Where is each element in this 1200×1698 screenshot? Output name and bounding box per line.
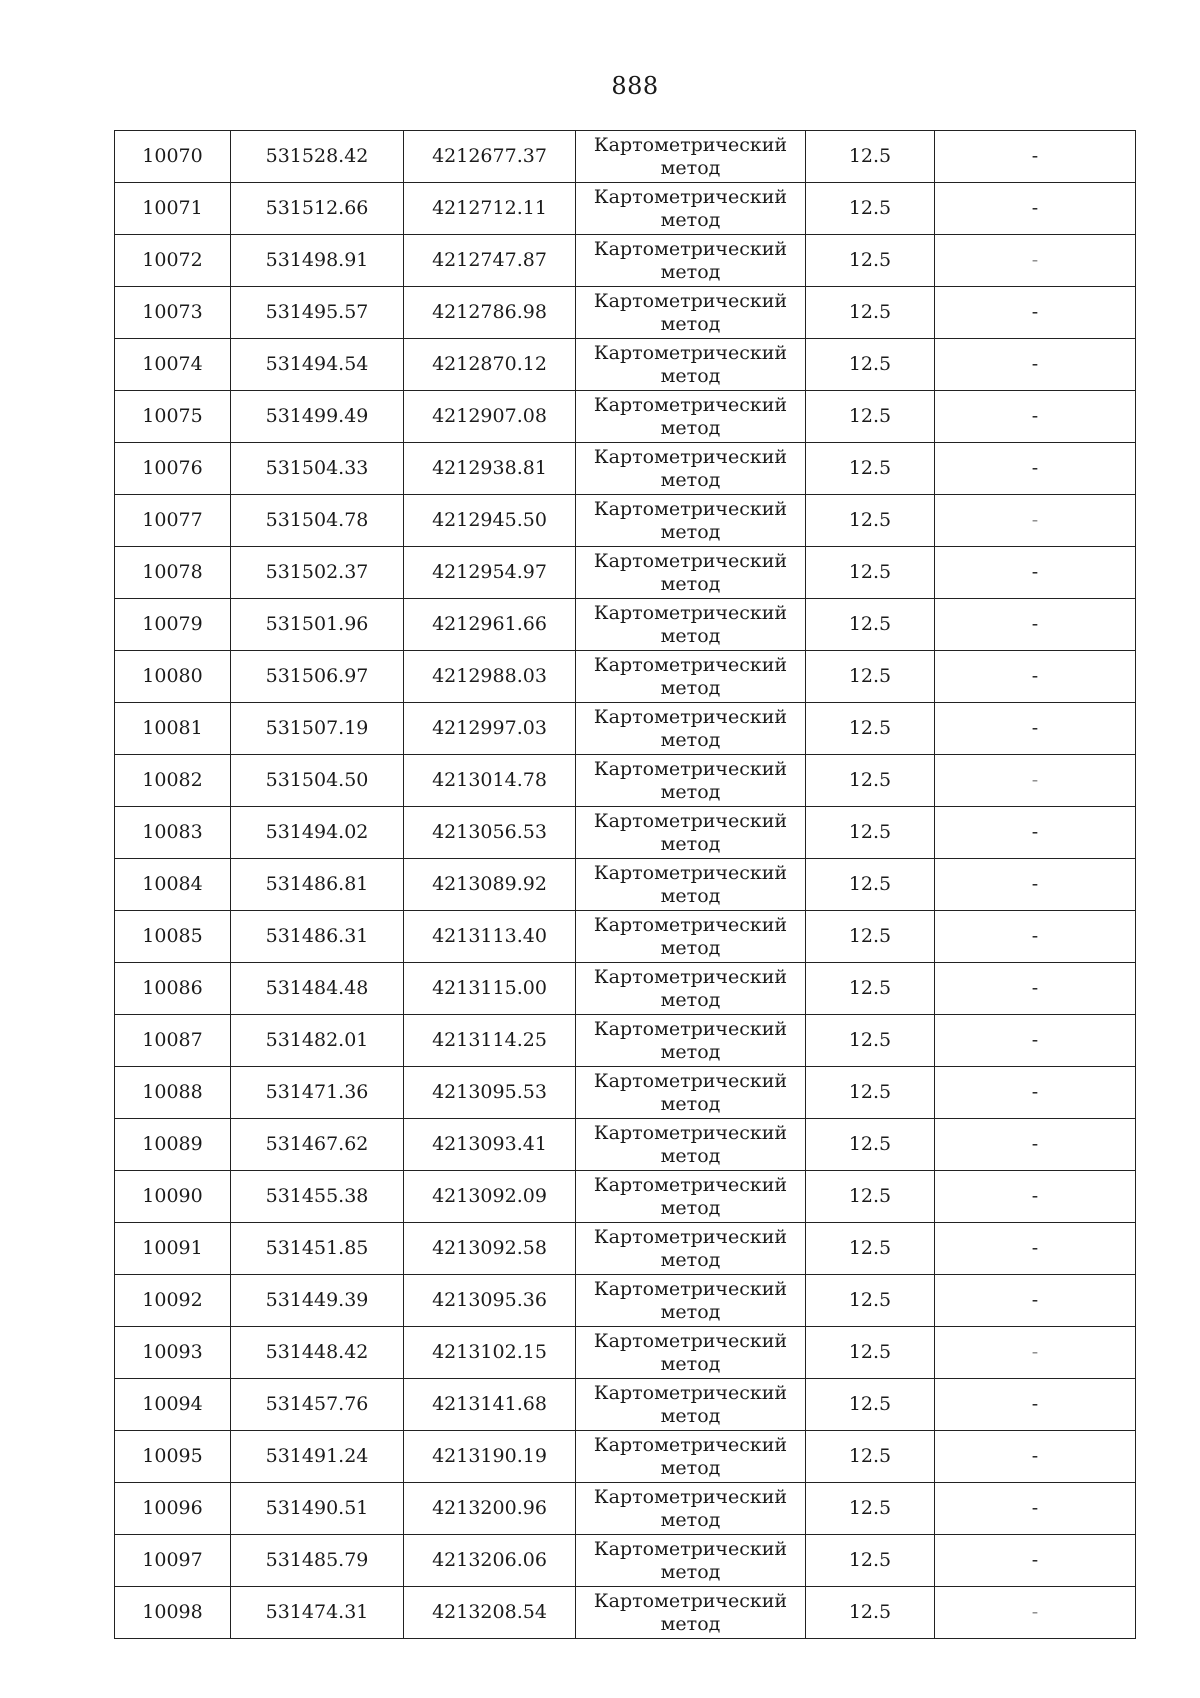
method-line-2: метод	[660, 260, 721, 283]
y-coordinate-cell: 4213208.54	[404, 1587, 576, 1639]
point-id-cell: 10076	[115, 443, 231, 495]
y-coordinate-cell: 4212870.12	[404, 339, 576, 391]
precision-cell: 12.5	[806, 391, 935, 443]
y-coordinate-cell: 4212997.03	[404, 703, 576, 755]
point-id-cell: 10098	[115, 1587, 231, 1639]
note-cell: -	[935, 391, 1136, 443]
method-line-1: Картометрический	[593, 706, 788, 729]
note-cell: -	[935, 547, 1136, 599]
note-cell: -	[935, 183, 1136, 235]
method-line-2: метод	[660, 1040, 721, 1063]
method-line-1: Картометрический	[593, 1122, 788, 1145]
x-coordinate-cell: 531501.96	[231, 599, 404, 651]
method-line-1: Картометрический	[593, 290, 788, 313]
x-coordinate-cell: 531502.37	[231, 547, 404, 599]
method-line-2: метод	[660, 1196, 721, 1219]
y-coordinate-cell: 4212945.50	[404, 495, 576, 547]
note-cell: -	[935, 703, 1136, 755]
point-id-cell: 10088	[115, 1067, 231, 1119]
method-line-1: Картометрический	[593, 342, 788, 365]
method-cell	[576, 651, 806, 703]
precision-cell: 12.5	[806, 651, 935, 703]
x-coordinate-cell: 531512.66	[231, 183, 404, 235]
table-row	[115, 1119, 1136, 1171]
note-cell: -	[935, 963, 1136, 1015]
point-id-cell: 10071	[115, 183, 231, 235]
point-id-cell: 10097	[115, 1535, 231, 1587]
method-cell	[576, 183, 806, 235]
table-row	[115, 703, 1136, 755]
method-line-2: метод	[660, 416, 721, 439]
point-id-cell: 10070	[115, 131, 231, 183]
note-cell: -	[935, 1015, 1136, 1067]
page-number: 888	[611, 72, 659, 100]
y-coordinate-cell: 4213056.53	[404, 807, 576, 859]
precision-cell: 12.5	[806, 443, 935, 495]
y-coordinate-cell: 4212961.66	[404, 599, 576, 651]
y-coordinate-cell: 4213206.06	[404, 1535, 576, 1587]
table-row	[115, 1171, 1136, 1223]
note-cell: -	[935, 1327, 1136, 1379]
table-row	[115, 1431, 1136, 1483]
method-line-2: метод	[660, 936, 721, 959]
note-cell: -	[935, 287, 1136, 339]
method-cell	[576, 495, 806, 547]
method-cell	[576, 963, 806, 1015]
precision-cell: 12.5	[806, 1171, 935, 1223]
point-id-cell: 10092	[115, 1275, 231, 1327]
method-line-1: Картометрический	[593, 186, 788, 209]
method-line-1: Картометрический	[593, 1278, 788, 1301]
method-line-2: метод	[660, 676, 721, 699]
method-line-1: Картометрический	[593, 1538, 788, 1561]
note-cell: -	[935, 1379, 1136, 1431]
method-line-2: метод	[660, 572, 721, 595]
method-cell	[576, 807, 806, 859]
note-cell: -	[935, 755, 1136, 807]
method-cell	[576, 443, 806, 495]
method-line-2: метод	[660, 312, 721, 335]
table-row	[115, 1067, 1136, 1119]
method-line-1: Картометрический	[593, 810, 788, 833]
table-row	[115, 859, 1136, 911]
x-coordinate-cell: 531474.31	[231, 1587, 404, 1639]
point-id-cell: 10096	[115, 1483, 231, 1535]
method-line-2: метод	[660, 832, 721, 855]
y-coordinate-cell: 4213200.96	[404, 1483, 576, 1535]
precision-cell: 12.5	[806, 963, 935, 1015]
method-line-1: Картометрический	[593, 1590, 788, 1613]
precision-cell: 12.5	[806, 287, 935, 339]
method-line-1: Картометрический	[593, 914, 788, 937]
method-line-2: метод	[660, 1092, 721, 1115]
method-line-2: метод	[660, 520, 721, 543]
method-line-2: метод	[660, 780, 721, 803]
x-coordinate-cell: 531455.38	[231, 1171, 404, 1223]
method-line-1: Картометрический	[593, 1486, 788, 1509]
precision-cell: 12.5	[806, 1483, 935, 1535]
table-row	[115, 1379, 1136, 1431]
method-line-1: Картометрический	[593, 1174, 788, 1197]
precision-cell: 12.5	[806, 1587, 935, 1639]
method-line-2: метод	[660, 1508, 721, 1531]
y-coordinate-cell: 4213095.53	[404, 1067, 576, 1119]
method-line-1: Картометрический	[593, 1330, 788, 1353]
table-row	[115, 235, 1136, 287]
method-cell	[576, 547, 806, 599]
note-cell: -	[935, 1483, 1136, 1535]
x-coordinate-cell: 531499.49	[231, 391, 404, 443]
point-id-cell: 10072	[115, 235, 231, 287]
note-cell: -	[935, 1171, 1136, 1223]
note-cell: -	[935, 1431, 1136, 1483]
note-cell: -	[935, 1587, 1136, 1639]
table-row	[115, 391, 1136, 443]
x-coordinate-cell: 531484.48	[231, 963, 404, 1015]
method-cell	[576, 859, 806, 911]
note-cell: -	[935, 911, 1136, 963]
method-line-1: Картометрический	[593, 1018, 788, 1041]
precision-cell: 12.5	[806, 1067, 935, 1119]
method-line-1: Картометрический	[593, 134, 788, 157]
note-cell: -	[935, 807, 1136, 859]
y-coordinate-cell: 4212907.08	[404, 391, 576, 443]
method-cell	[576, 391, 806, 443]
point-id-cell: 10074	[115, 339, 231, 391]
method-line-2: метод	[660, 624, 721, 647]
y-coordinate-cell: 4212677.37	[404, 131, 576, 183]
note-cell: -	[935, 235, 1136, 287]
method-line-1: Картометрический	[593, 1070, 788, 1093]
method-line-1: Картометрический	[593, 394, 788, 417]
table-row	[115, 547, 1136, 599]
x-coordinate-cell: 531486.31	[231, 911, 404, 963]
point-id-cell: 10078	[115, 547, 231, 599]
x-coordinate-cell: 531494.54	[231, 339, 404, 391]
x-coordinate-cell: 531467.62	[231, 1119, 404, 1171]
method-line-1: Картометрический	[593, 1382, 788, 1405]
table-row	[115, 807, 1136, 859]
method-line-2: метод	[660, 1560, 721, 1583]
precision-cell: 12.5	[806, 339, 935, 391]
y-coordinate-cell: 4213190.19	[404, 1431, 576, 1483]
table-row	[115, 1587, 1136, 1639]
x-coordinate-cell: 531504.33	[231, 443, 404, 495]
method-cell	[576, 1327, 806, 1379]
method-line-2: метод	[660, 1612, 721, 1635]
method-line-2: метод	[660, 1456, 721, 1479]
method-cell	[576, 1119, 806, 1171]
table-row	[115, 755, 1136, 807]
table-row	[115, 131, 1136, 183]
precision-cell: 12.5	[806, 1015, 935, 1067]
method-cell	[576, 599, 806, 651]
method-cell	[576, 287, 806, 339]
method-line-2: метод	[660, 884, 721, 907]
method-cell	[576, 703, 806, 755]
point-id-cell: 10083	[115, 807, 231, 859]
table-row	[115, 287, 1136, 339]
table-row	[115, 339, 1136, 391]
method-line-1: Картометрический	[593, 498, 788, 521]
note-cell: -	[935, 339, 1136, 391]
y-coordinate-cell: 4212712.11	[404, 183, 576, 235]
method-cell	[576, 911, 806, 963]
table-row	[115, 1483, 1136, 1535]
y-coordinate-cell: 4213115.00	[404, 963, 576, 1015]
y-coordinate-cell: 4212938.81	[404, 443, 576, 495]
table-row	[115, 599, 1136, 651]
point-id-cell: 10077	[115, 495, 231, 547]
method-cell	[576, 1587, 806, 1639]
method-line-1: Картометрический	[593, 1434, 788, 1457]
y-coordinate-cell: 4213114.25	[404, 1015, 576, 1067]
method-cell	[576, 131, 806, 183]
point-id-cell: 10082	[115, 755, 231, 807]
precision-cell: 12.5	[806, 1223, 935, 1275]
method-line-2: метод	[660, 1144, 721, 1167]
x-coordinate-cell: 531490.51	[231, 1483, 404, 1535]
method-cell	[576, 1015, 806, 1067]
y-coordinate-cell: 4213141.68	[404, 1379, 576, 1431]
table-row	[115, 1535, 1136, 1587]
method-line-1: Картометрический	[593, 1226, 788, 1249]
note-cell: -	[935, 1119, 1136, 1171]
y-coordinate-cell: 4213092.58	[404, 1223, 576, 1275]
note-cell: -	[935, 1275, 1136, 1327]
note-cell: -	[935, 443, 1136, 495]
precision-cell: 12.5	[806, 1431, 935, 1483]
method-cell	[576, 339, 806, 391]
table-row	[115, 443, 1136, 495]
table-row	[115, 911, 1136, 963]
point-id-cell: 10090	[115, 1171, 231, 1223]
point-id-cell: 10073	[115, 287, 231, 339]
x-coordinate-cell: 531506.97	[231, 651, 404, 703]
method-cell	[576, 1431, 806, 1483]
method-cell	[576, 235, 806, 287]
method-line-2: метод	[660, 364, 721, 387]
method-line-1: Картометрический	[593, 550, 788, 573]
method-line-2: метод	[660, 728, 721, 751]
method-line-2: метод	[660, 468, 721, 491]
x-coordinate-cell: 531451.85	[231, 1223, 404, 1275]
x-coordinate-cell: 531486.81	[231, 859, 404, 911]
x-coordinate-cell: 531491.24	[231, 1431, 404, 1483]
y-coordinate-cell: 4212747.87	[404, 235, 576, 287]
method-line-2: метод	[660, 1352, 721, 1375]
point-id-cell: 10084	[115, 859, 231, 911]
method-line-2: метод	[660, 1300, 721, 1323]
precision-cell: 12.5	[806, 1119, 935, 1171]
method-cell	[576, 1171, 806, 1223]
x-coordinate-cell: 531495.57	[231, 287, 404, 339]
precision-cell: 12.5	[806, 495, 935, 547]
note-cell: -	[935, 859, 1136, 911]
y-coordinate-cell: 4213092.09	[404, 1171, 576, 1223]
table-row	[115, 963, 1136, 1015]
note-cell: -	[935, 131, 1136, 183]
note-cell: -	[935, 1067, 1136, 1119]
method-line-1: Картометрический	[593, 862, 788, 885]
method-line-2: метод	[660, 208, 721, 231]
point-id-cell: 10085	[115, 911, 231, 963]
precision-cell: 12.5	[806, 807, 935, 859]
method-line-2: метод	[660, 156, 721, 179]
method-cell	[576, 1275, 806, 1327]
precision-cell: 12.5	[806, 1275, 935, 1327]
method-cell	[576, 1223, 806, 1275]
point-id-cell: 10080	[115, 651, 231, 703]
method-cell	[576, 1379, 806, 1431]
precision-cell: 12.5	[806, 235, 935, 287]
precision-cell: 12.5	[806, 547, 935, 599]
point-id-cell: 10081	[115, 703, 231, 755]
x-coordinate-cell: 531485.79	[231, 1535, 404, 1587]
table-row	[115, 183, 1136, 235]
method-line-1: Картометрический	[593, 654, 788, 677]
method-line-1: Картометрический	[593, 758, 788, 781]
method-line-2: метод	[660, 1404, 721, 1427]
x-coordinate-cell: 531471.36	[231, 1067, 404, 1119]
table-row	[115, 651, 1136, 703]
point-id-cell: 10095	[115, 1431, 231, 1483]
y-coordinate-cell: 4212954.97	[404, 547, 576, 599]
point-id-cell: 10079	[115, 599, 231, 651]
precision-cell: 12.5	[806, 131, 935, 183]
method-line-1: Картометрический	[593, 446, 788, 469]
x-coordinate-cell: 531482.01	[231, 1015, 404, 1067]
precision-cell: 12.5	[806, 183, 935, 235]
point-id-cell: 10094	[115, 1379, 231, 1431]
method-line-2: метод	[660, 1248, 721, 1271]
y-coordinate-cell: 4212786.98	[404, 287, 576, 339]
table-row	[115, 1223, 1136, 1275]
y-coordinate-cell: 4213095.36	[404, 1275, 576, 1327]
x-coordinate-cell: 531507.19	[231, 703, 404, 755]
x-coordinate-cell: 531528.42	[231, 131, 404, 183]
precision-cell: 12.5	[806, 755, 935, 807]
coordinates-table	[114, 130, 1136, 1639]
point-id-cell: 10091	[115, 1223, 231, 1275]
x-coordinate-cell: 531448.42	[231, 1327, 404, 1379]
precision-cell: 12.5	[806, 599, 935, 651]
x-coordinate-cell: 531449.39	[231, 1275, 404, 1327]
point-id-cell: 10093	[115, 1327, 231, 1379]
table-row	[115, 1015, 1136, 1067]
note-cell: -	[935, 651, 1136, 703]
point-id-cell: 10086	[115, 963, 231, 1015]
y-coordinate-cell: 4213102.15	[404, 1327, 576, 1379]
method-cell	[576, 1483, 806, 1535]
method-cell	[576, 1067, 806, 1119]
coordinates-table-body	[115, 131, 1136, 1639]
x-coordinate-cell: 531498.91	[231, 235, 404, 287]
table-row	[115, 1327, 1136, 1379]
point-id-cell: 10087	[115, 1015, 231, 1067]
table-row	[115, 1275, 1136, 1327]
note-cell: -	[935, 599, 1136, 651]
precision-cell: 12.5	[806, 1535, 935, 1587]
note-cell: -	[935, 1223, 1136, 1275]
y-coordinate-cell: 4212988.03	[404, 651, 576, 703]
point-id-cell: 10089	[115, 1119, 231, 1171]
precision-cell: 12.5	[806, 1327, 935, 1379]
y-coordinate-cell: 4213093.41	[404, 1119, 576, 1171]
method-cell	[576, 1535, 806, 1587]
note-cell: -	[935, 1535, 1136, 1587]
y-coordinate-cell: 4213089.92	[404, 859, 576, 911]
x-coordinate-cell: 531494.02	[231, 807, 404, 859]
x-coordinate-cell: 531457.76	[231, 1379, 404, 1431]
x-coordinate-cell: 531504.78	[231, 495, 404, 547]
method-line-1: Картометрический	[593, 602, 788, 625]
precision-cell: 12.5	[806, 859, 935, 911]
method-line-2: метод	[660, 988, 721, 1011]
x-coordinate-cell: 531504.50	[231, 755, 404, 807]
precision-cell: 12.5	[806, 1379, 935, 1431]
precision-cell: 12.5	[806, 703, 935, 755]
y-coordinate-cell: 4213113.40	[404, 911, 576, 963]
note-cell: -	[935, 495, 1136, 547]
method-line-1: Картометрический	[593, 238, 788, 261]
method-cell	[576, 755, 806, 807]
method-line-1: Картометрический	[593, 966, 788, 989]
table-row	[115, 495, 1136, 547]
point-id-cell: 10075	[115, 391, 231, 443]
y-coordinate-cell: 4213014.78	[404, 755, 576, 807]
precision-cell: 12.5	[806, 911, 935, 963]
